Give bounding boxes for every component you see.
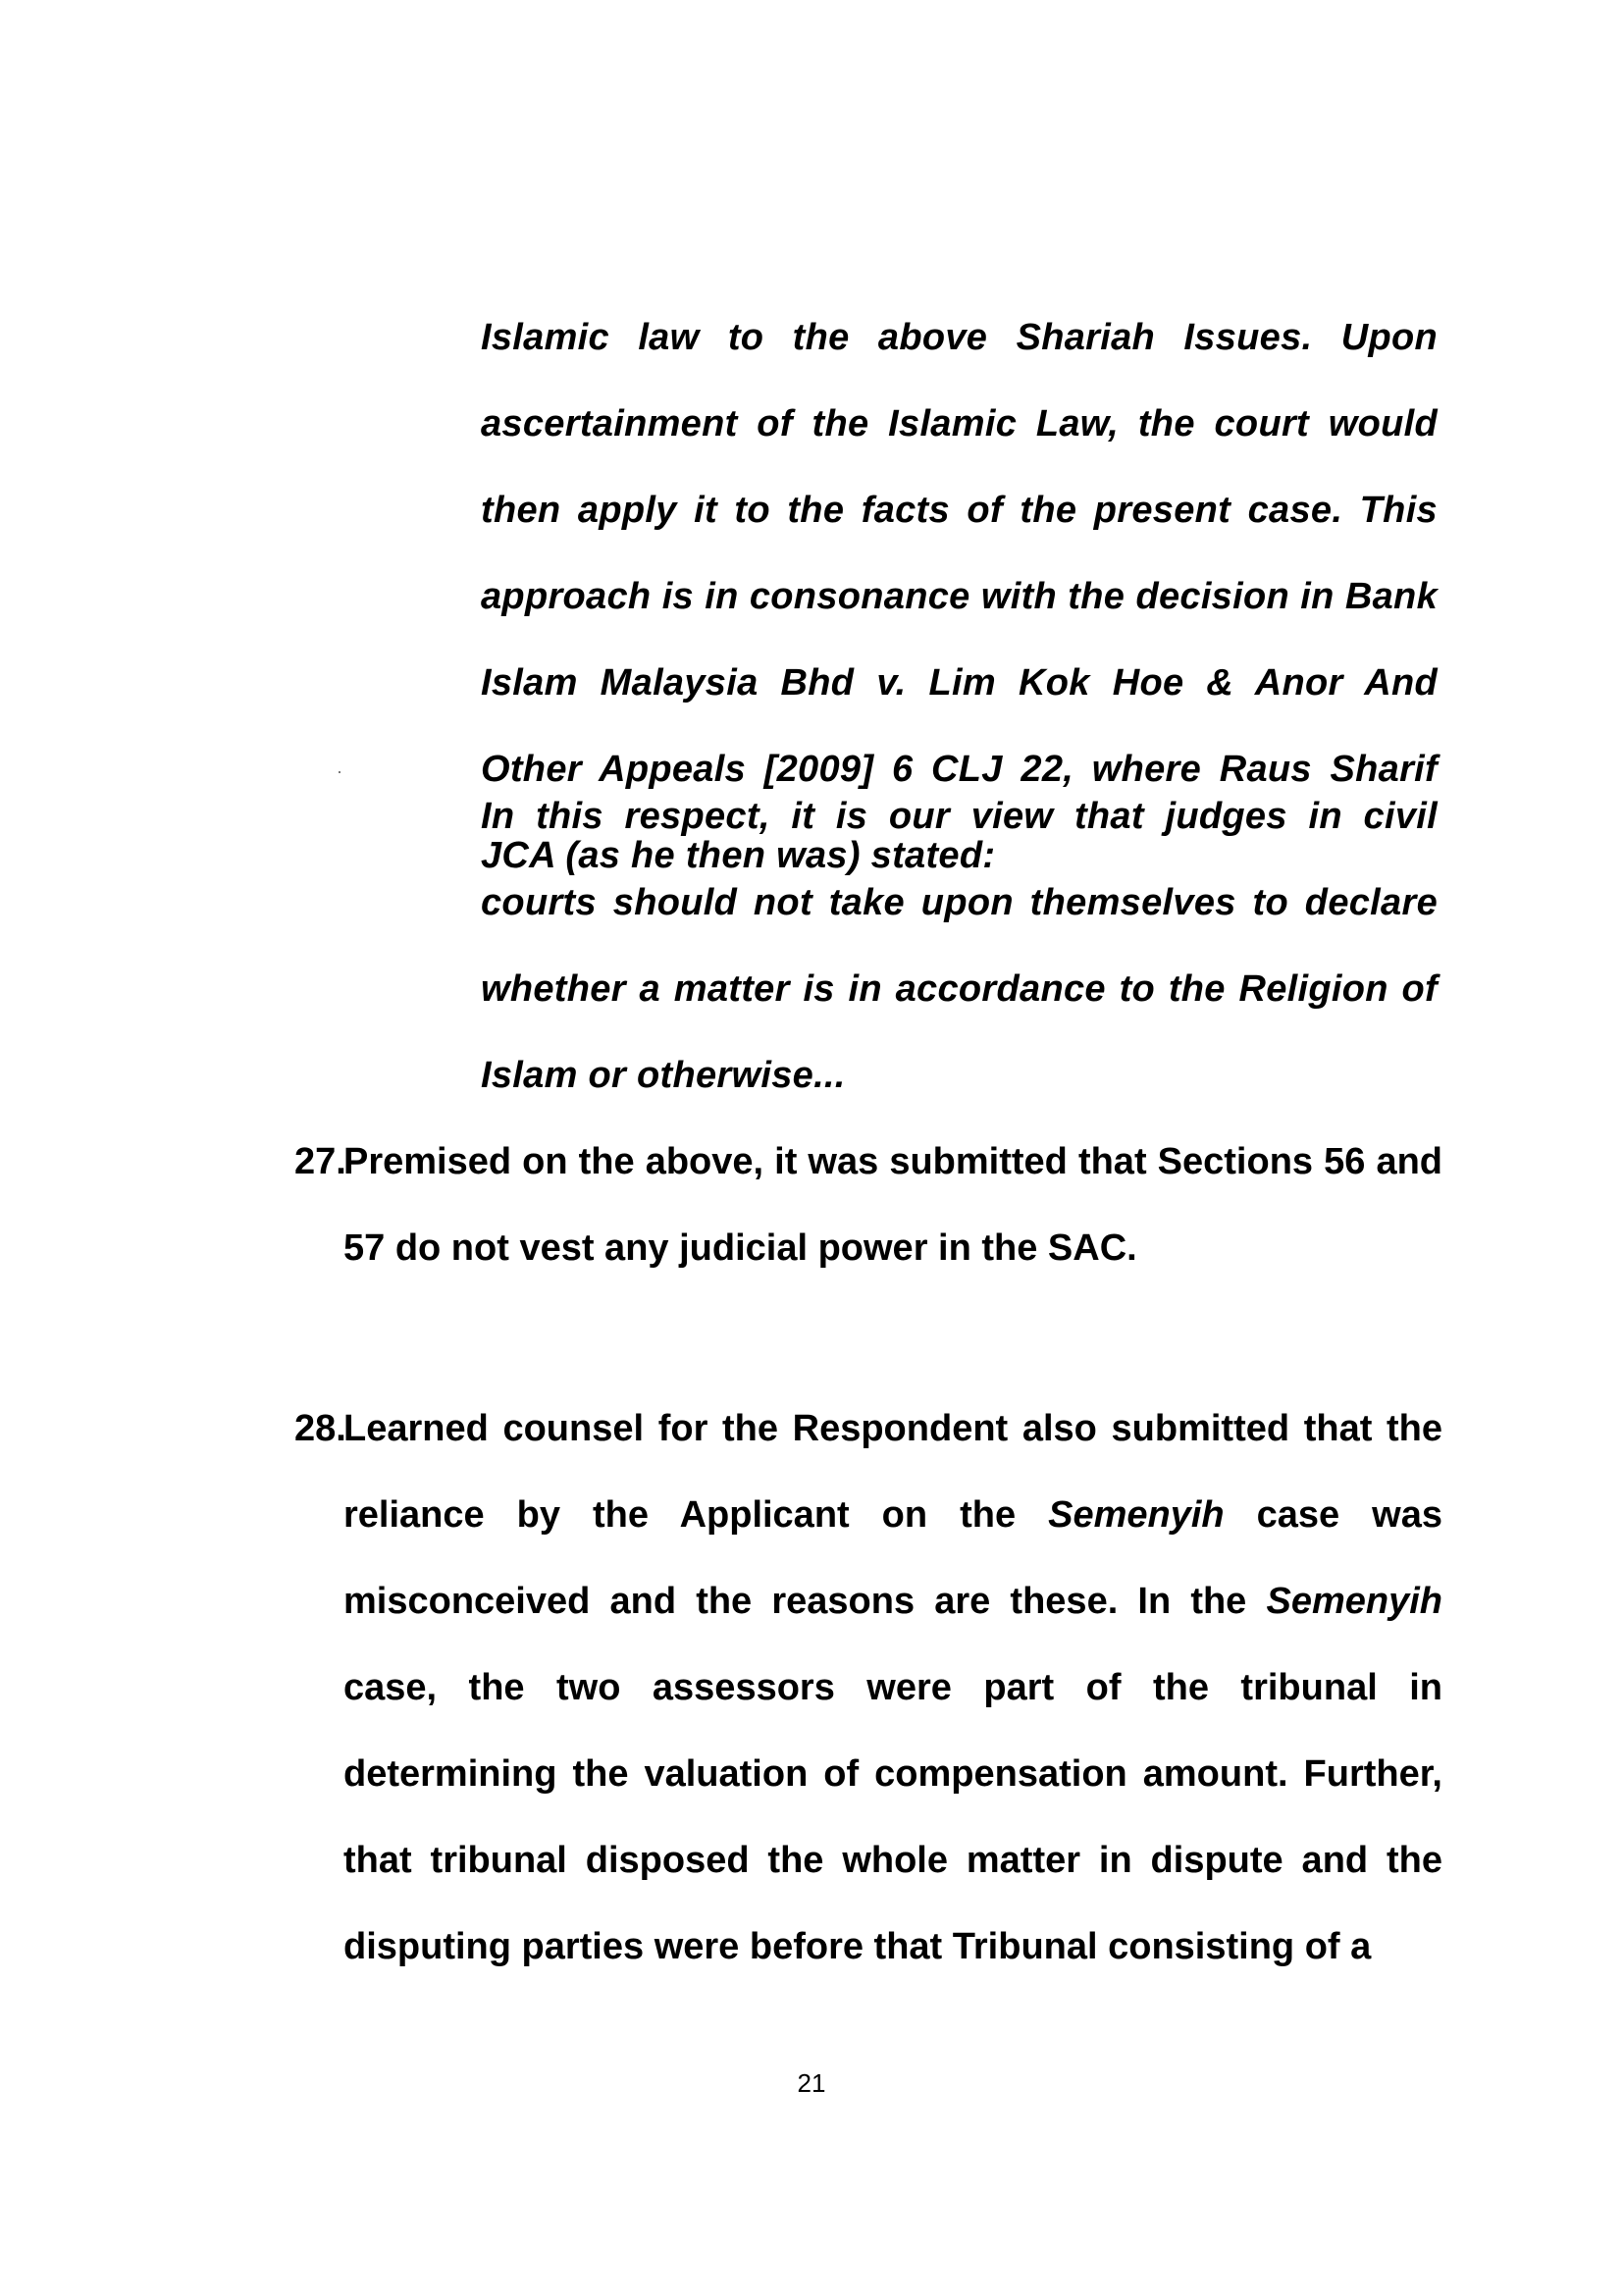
text-segment: Learned counsel for the Respondent also submitted that the reliance by the Applicant on the bbox=[343, 1408, 1442, 1536]
page-number: 21 bbox=[797, 2068, 826, 2098]
text-segment: case was misconceived and the reasons are these. In the bbox=[343, 1494, 1442, 1622]
scan-artifact-dot bbox=[339, 771, 340, 773]
paragraph-number: 28. bbox=[294, 1408, 346, 1449]
quote-continuation: Islamic law to the above Shariah Issues. Upon ascertainment of the Islamic Law, the court would then apply it to the facts of the present case. This approach is in consonance with the decision in Bank Islam Malaysia Bhd v. Lim Kok Hoe & Anor And Other Appeals [2009] 6 CLJ 22, where Raus Sharif JCA (as he then was) stated: bbox=[481, 317, 1438, 876]
inner-quote: In this respect, it is our view that judges in civil courts should not take upon themselves to declare whether a matter is in accordance to the Religion of Islam or otherwise... bbox=[481, 796, 1438, 1096]
paragraph-text bbox=[343, 1385, 1442, 1990]
paragraph-27 bbox=[294, 1119, 1442, 1291]
case-name-italic: Semenyih bbox=[1048, 1494, 1225, 1536]
case-name-italic: Semenyih bbox=[1266, 1581, 1442, 1622]
paragraph-number: 27. bbox=[294, 1141, 346, 1182]
paragraph-28 bbox=[294, 1385, 1442, 1990]
text-segment: case, the two assessors were part of the tribunal in determining the valuation of compensation amount. Further, that tribunal disposed the whole matter in dispute and the disputing parties were before that Tribunal consisting of a bbox=[343, 1667, 1442, 1967]
paragraph-text: Premised on the above, it was submitted that Sections 56 and 57 do not vest any judicial power in the SAC. bbox=[343, 1141, 1442, 1269]
